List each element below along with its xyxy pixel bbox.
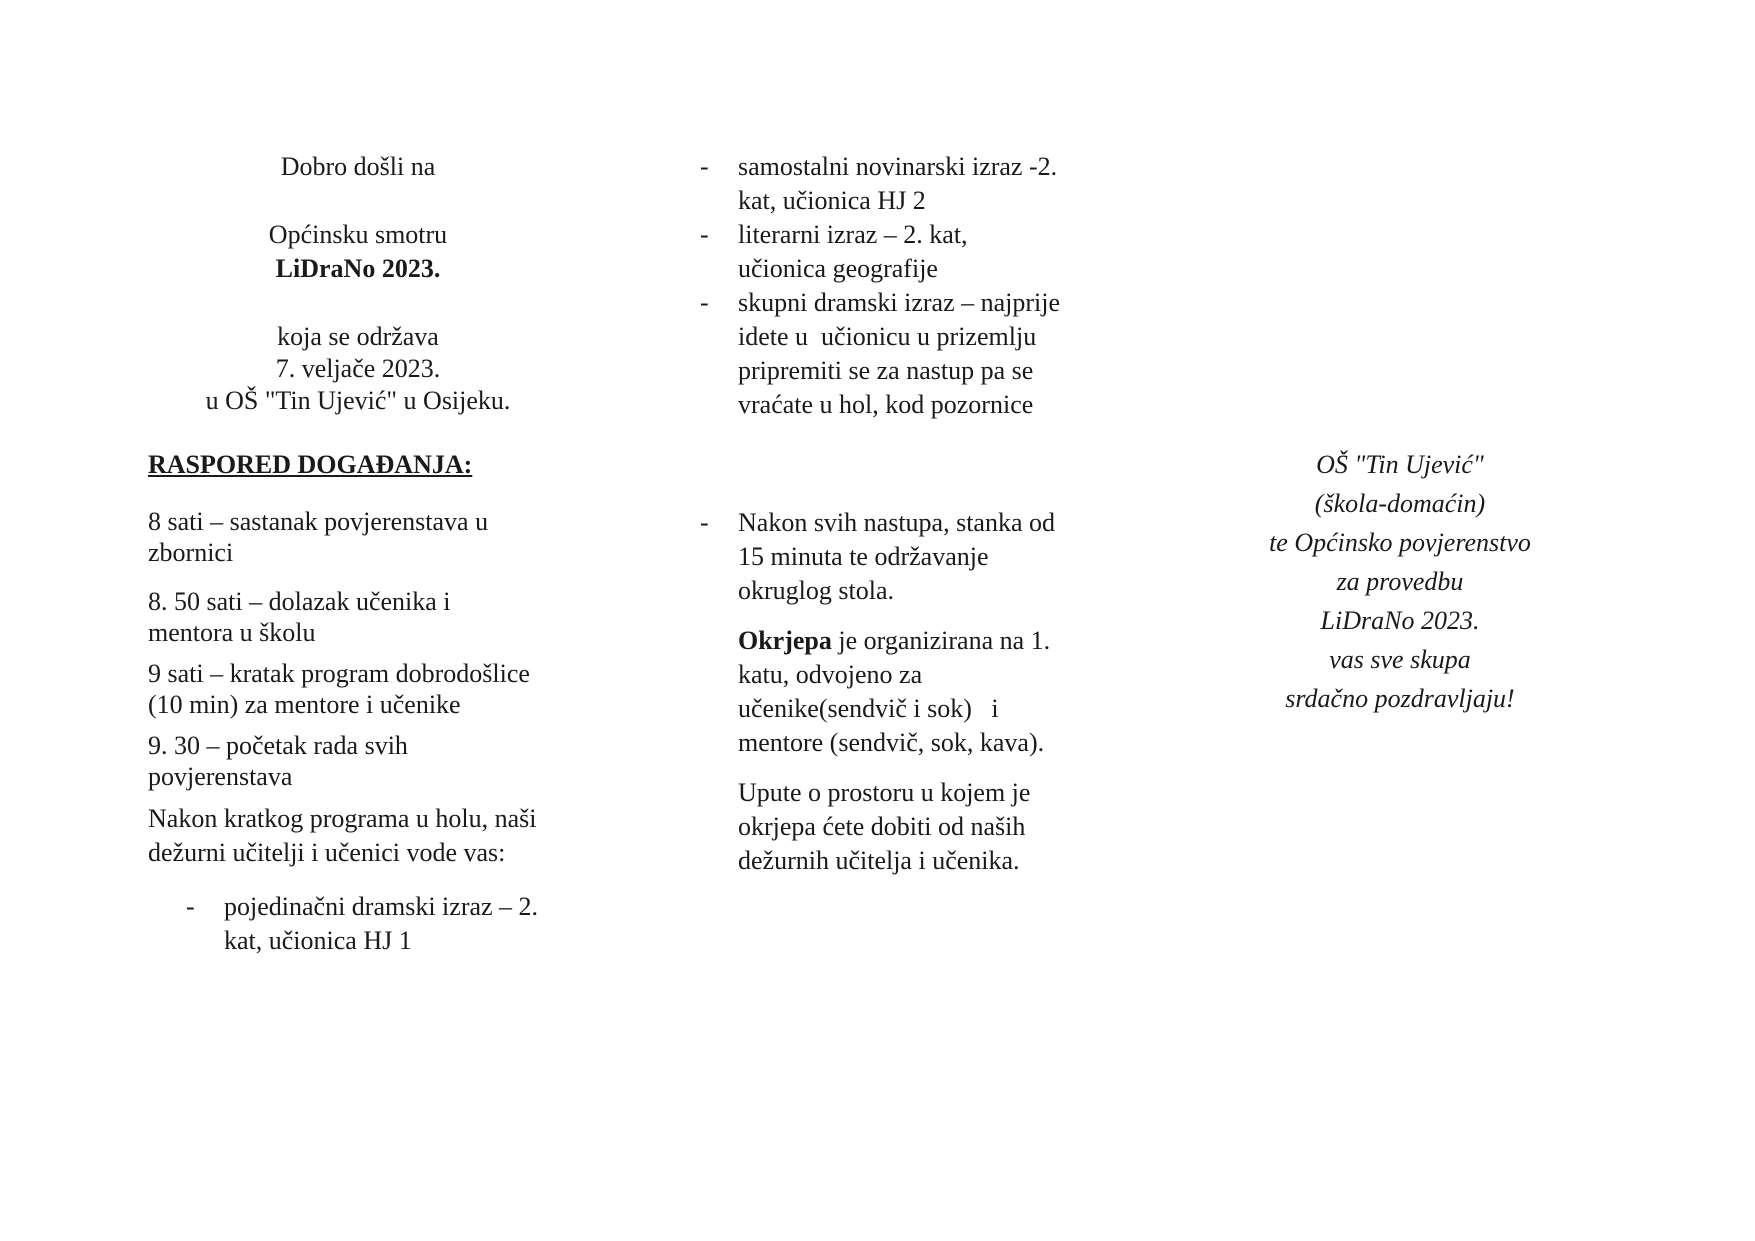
refreshment-info-line1: Upute o prostoru u kojem je <box>738 778 1031 807</box>
greeting-line: za provedbu <box>1336 567 1464 596</box>
dash-bullet: - <box>700 288 709 317</box>
greeting-line: (škola-domaćin) <box>1314 489 1486 518</box>
list-item-line: skupni dramski izraz – najprije <box>738 288 1061 317</box>
schedule-item-line1: 9. 30 – početak rada svih <box>148 731 408 760</box>
list-item-line: vraćate u hol, kod pozornice <box>738 390 1034 419</box>
list-item-line: 15 minuta te održavanje <box>738 542 989 571</box>
list-item-line: idete u učionicu u prizemlju <box>738 322 1037 351</box>
left-column <box>148 150 598 958</box>
dash-bullet: - <box>186 892 195 921</box>
greeting-line: te Općinsko povjerenstvo <box>1269 528 1531 557</box>
schedule-item-line2: povjerenstava <box>148 762 293 791</box>
refreshment-paragraph <box>738 624 1158 760</box>
schedule-item-line1: 8 sati – sastanak povjerenstava u <box>148 507 489 536</box>
list-item-line: učionica geografije <box>738 254 938 283</box>
refreshment-info-paragraph <box>738 776 1158 878</box>
schedule-item-line1: 8. 50 sati – dolazak učenika i <box>148 587 451 616</box>
refreshment-line4: mentore (sendvič, sok, kava). <box>738 728 1045 757</box>
welcome-block <box>148 150 568 418</box>
list-item <box>700 286 1158 422</box>
dash-bullet: - <box>700 152 709 181</box>
schedule-item-line2: zbornici <box>148 538 234 567</box>
refreshment-line3: učenike(sendvič i sok) i <box>738 694 999 723</box>
dash-bullet: - <box>700 220 709 249</box>
list-item-line: Nakon svih nastupa, stanka od <box>738 508 1056 537</box>
list-item-line: pripremiti se za nastup pa se <box>738 356 1034 385</box>
schedule-item <box>148 506 598 568</box>
location-list <box>186 890 598 958</box>
refreshment-line2: katu, odvojeno za <box>738 660 923 689</box>
event-name-line1: Općinsku smotru <box>268 220 448 249</box>
guide-line2: dežurni učitelji i učenici vode vas: <box>148 838 506 867</box>
list-item-line: okruglog stola. <box>738 576 894 605</box>
schedule-item <box>148 730 598 792</box>
list-item <box>700 506 1158 608</box>
greeting-line: OŠ "Tin Ujević" <box>1316 450 1484 479</box>
guide-line1: Nakon kratkog programa u holu, naši <box>148 804 537 833</box>
schedule-item <box>148 658 598 720</box>
greeting-block <box>1230 445 1570 718</box>
greeting-line: srdačno pozdravljaju! <box>1285 684 1515 713</box>
refreshment-line1-rest: je organizirana na 1. <box>831 626 1051 655</box>
greeting-line: vas sve skupa <box>1329 645 1471 674</box>
event-location: u OŠ "Tin Ujević" u Osijeku. <box>205 386 511 415</box>
schedule-item-line1: 9 sati – kratak program dobrodošlice <box>148 659 530 688</box>
guide-text <box>148 802 598 870</box>
welcome-text: Dobro došli na <box>280 152 436 181</box>
schedule-item-line2: mentora u školu <box>148 618 316 647</box>
refreshment-bold-word: Okrjepa <box>738 626 832 655</box>
event-date: 7. veljače 2023. <box>275 354 441 383</box>
list-item-line: kat, učionica HJ 2 <box>738 186 926 215</box>
middle-column <box>700 150 1158 894</box>
dash-bullet: - <box>700 508 709 537</box>
schedule-item <box>148 586 598 648</box>
refreshment-info-line2: okrjepa ćete dobiti od naših <box>738 812 1026 841</box>
held-text: koja se održava <box>277 322 439 351</box>
list-item <box>700 150 1158 218</box>
schedule-item-line2: (10 min) za mentore i učenike <box>148 690 461 719</box>
greeting-line: LiDraNo 2023. <box>1320 606 1480 635</box>
list-item-line: kat, učionica HJ 1 <box>224 926 412 955</box>
list-item <box>186 890 598 958</box>
event-name-line2: LiDraNo 2023. <box>275 254 441 283</box>
schedule-heading: RASPORED DOGAĐANJA: <box>148 450 473 479</box>
list-item-line: pojedinačni dramski izraz – 2. <box>224 892 539 921</box>
list-item-line: samostalni novinarski izraz -2. <box>738 152 1058 181</box>
refreshment-info-line3: dežurnih učitelja i učenika. <box>738 846 1020 875</box>
list-item <box>700 218 1158 286</box>
refreshment-line1 <box>738 624 1158 658</box>
list-item-line: literarni izraz – 2. kat, <box>738 220 968 249</box>
